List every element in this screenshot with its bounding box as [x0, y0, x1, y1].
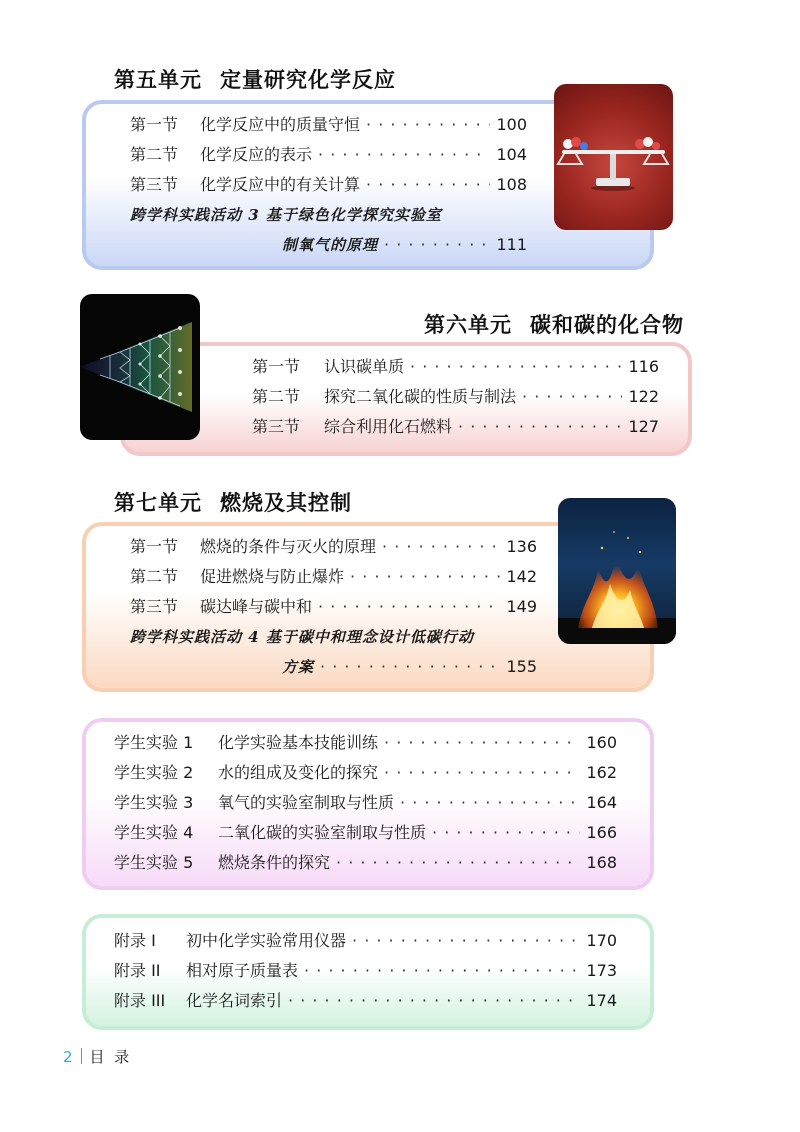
section-number: 第三节	[130, 597, 179, 616]
experiment-number: 学生实验 1	[114, 733, 194, 752]
page-number: 168	[586, 853, 617, 872]
activity-subtitle: 制氧气的原理	[282, 236, 379, 254]
balance-scale-icon	[554, 84, 673, 230]
page-number: 100	[496, 115, 527, 134]
experiment-number: 学生实验 4	[114, 823, 194, 842]
experiment-number: 学生实验 3	[114, 793, 194, 812]
page-number: 173	[586, 961, 617, 980]
fire-photo	[558, 498, 676, 644]
page-number: 170	[586, 931, 617, 950]
toc-entry[interactable]	[130, 144, 527, 166]
leader-dots	[384, 234, 490, 256]
appendix-number: 附录 II	[114, 961, 161, 980]
page-number: 160	[586, 733, 617, 752]
footer-page-number: 2	[63, 1048, 73, 1066]
leader-dots	[352, 930, 580, 952]
toc-entry[interactable]	[130, 596, 537, 618]
section-title: 化学反应中的质量守恒	[200, 115, 361, 134]
experiment-title: 水的组成及变化的探究	[218, 763, 379, 782]
experiment-number: 学生实验 5	[114, 853, 194, 872]
section-number: 第二节	[252, 387, 301, 406]
page-number: 149	[506, 597, 537, 616]
experiment-title: 燃烧条件的探究	[218, 853, 331, 872]
unit7-label: 第七单元	[114, 490, 202, 515]
unit6-label: 第六单元	[424, 312, 512, 337]
toc-entry[interactable]	[114, 792, 617, 814]
toc-entry[interactable]	[114, 852, 617, 874]
section-number: 第一节	[252, 357, 301, 376]
appendix-title: 相对原子质量表	[186, 961, 299, 980]
experiment-number: 学生实验 2	[114, 763, 194, 782]
leader-dots	[288, 990, 580, 1012]
unit5-heading	[114, 64, 396, 94]
page-number: 174	[586, 991, 617, 1010]
page-number: 116	[628, 357, 659, 376]
section-title: 碳达峰与碳中和	[200, 597, 313, 616]
footer-divider	[81, 1048, 82, 1064]
toc-entry[interactable]	[130, 114, 527, 136]
page-number: 166	[586, 823, 617, 842]
section-title: 综合利用化石燃料	[324, 417, 453, 436]
toc-entry[interactable]	[252, 386, 659, 408]
section-title: 促进燃烧与防止爆炸	[200, 567, 345, 586]
leader-dots	[522, 386, 622, 408]
toc-entry[interactable]	[282, 234, 527, 256]
leader-dots	[458, 416, 622, 438]
toc-entry[interactable]	[114, 762, 617, 784]
leader-dots	[432, 822, 580, 844]
leader-dots	[304, 960, 580, 982]
toc-entry[interactable]	[130, 174, 527, 196]
experiment-title: 二氧化碳的实验室制取与性质	[218, 823, 427, 842]
page-number: 136	[506, 537, 537, 556]
toc-entry[interactable]	[130, 566, 537, 588]
activity-title[interactable]: 跨学科实践活动 3 基于绿色化学探究实验室	[130, 206, 442, 224]
leader-dots	[318, 144, 490, 166]
section-number: 第三节	[130, 175, 179, 194]
toc-entry[interactable]	[114, 822, 617, 844]
unit6-title: 碳和碳的化合物	[530, 312, 684, 337]
leader-dots	[366, 114, 490, 136]
toc-entry[interactable]	[114, 732, 617, 754]
experiment-title: 化学实验基本技能训练	[218, 733, 379, 752]
page-number: 162	[586, 763, 617, 782]
appendix-title: 化学名词索引	[186, 991, 283, 1010]
footer-label: 目 录	[89, 1048, 130, 1066]
leader-dots	[382, 536, 500, 558]
appendix-title: 初中化学实验常用仪器	[186, 931, 347, 950]
leader-dots	[410, 356, 622, 378]
page-number: 111	[496, 235, 527, 254]
toc-entry[interactable]	[114, 930, 617, 952]
leader-dots	[320, 656, 500, 678]
carbon-nanotube-photo	[80, 294, 200, 440]
page-number: 104	[496, 145, 527, 164]
section-title: 燃烧的条件与灭火的原理	[200, 537, 377, 556]
page-number: 122	[628, 387, 659, 406]
leader-dots	[350, 566, 500, 588]
toc-entry[interactable]	[114, 990, 617, 1012]
experiment-title: 氧气的实验室制取与性质	[218, 793, 395, 812]
activity-subtitle: 方案	[282, 658, 315, 676]
balance-scale-photo	[554, 84, 673, 230]
section-number: 第三节	[252, 417, 301, 436]
leader-dots	[366, 174, 490, 196]
unit6-heading	[424, 309, 684, 339]
leader-dots	[400, 792, 580, 814]
toc-entry[interactable]	[282, 656, 537, 678]
section-number: 第一节	[130, 115, 179, 134]
page-footer	[63, 1046, 129, 1067]
section-number: 第二节	[130, 145, 179, 164]
section-title: 探究二氧化碳的性质与制法	[324, 387, 517, 406]
unit5-label: 第五单元	[114, 67, 202, 92]
activity-title[interactable]: 跨学科实践活动 4 基于碳中和理念设计低碳行动	[130, 628, 474, 646]
page-number: 127	[628, 417, 659, 436]
page-number: 155	[506, 657, 537, 676]
page-number: 142	[506, 567, 537, 586]
carbon-nanotube-icon	[80, 294, 200, 440]
leader-dots	[384, 732, 580, 754]
toc-entry[interactable]	[252, 356, 659, 378]
unit5-title: 定量研究化学反应	[220, 67, 396, 92]
unit7-heading	[114, 487, 352, 517]
appendix-number: 附录 I	[114, 931, 156, 950]
leader-dots	[318, 596, 500, 618]
toc-entry[interactable]	[252, 416, 659, 438]
flame-icon	[558, 498, 676, 644]
section-number: 第一节	[130, 537, 179, 556]
section-title: 化学反应中的有关计算	[200, 175, 361, 194]
appendix-number: 附录 III	[114, 991, 166, 1010]
section-title: 认识碳单质	[324, 357, 405, 376]
section-title: 化学反应的表示	[200, 145, 313, 164]
leader-dots	[336, 852, 580, 874]
page-number: 108	[496, 175, 527, 194]
toc-entry[interactable]	[114, 960, 617, 982]
toc-entry[interactable]	[130, 536, 537, 558]
leader-dots	[384, 762, 580, 784]
page-number: 164	[586, 793, 617, 812]
unit7-title: 燃烧及其控制	[220, 490, 352, 515]
section-number: 第二节	[130, 567, 179, 586]
